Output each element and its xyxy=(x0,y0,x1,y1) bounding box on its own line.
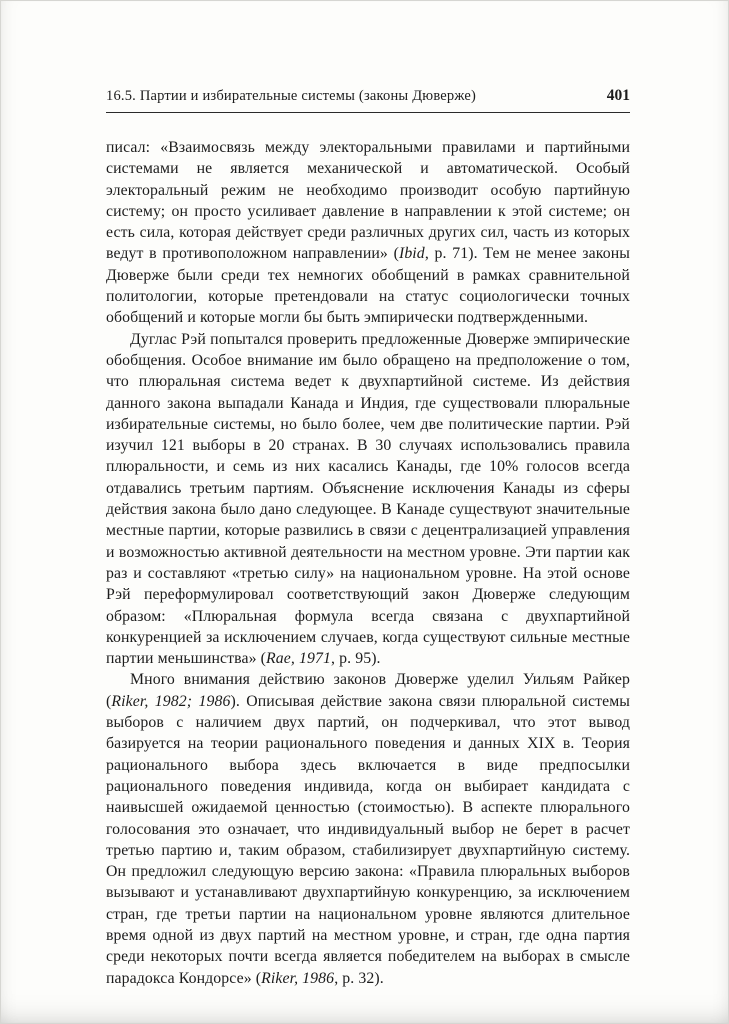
text-run: Riker, 1986 xyxy=(261,969,335,987)
paragraph xyxy=(106,669,630,988)
text-run: Rae, 1971 xyxy=(266,650,331,668)
section-title: 16.5. Партии и избирательные системы (законы Дюверже) xyxy=(106,88,477,104)
text-run: писал: «Взаимосвязь между электоральными правилами и партийными системами не является механической и автоматической. Особый электоральный режим не необходимо производит особую партийную систему; он просто усиливает давление в направлении к этой системе; он есть сила, которая действует среди различных других сил, часть из которых ведут в противоположном направлении» ( xyxy=(106,139,630,263)
page-body xyxy=(106,137,630,989)
running-header xyxy=(106,87,630,113)
text-run: , p. 32). xyxy=(334,969,384,987)
text-run: Дуглас Рэй попытался проверить предложенные Дюверже эмпирические обобщения. Особое внимание им было обращено на предположение о том, что плюральная система ведет к двухпартийной системе. Из действия данного закона выпадали Канада и Индия, где существовали плюральные избирательные системы, но было более, чем две политические партии. Рэй изучил 121 выборы в 20 странах. В 30 случаях использовались правила плюральности, и семь из них касались Канады, где 10% голосов всегда отдавались третьим партиям. Объяснение исключения Канады из сферы действия закона было дано следующее. В Канаде существуют значительные местные партии, которые развились в связи с децентрализацией управления и возможностью активной деятельности на местном уровне. Эти партии как раз и составляют «третью силу» на национальном уровне. На этой основе Рэй переформулировал соответствующий закон Дюверже следующим образом: «Плюральная формула всегда связана с двухпартийной конкуренцией за исключением случаев, когда существуют сильные местные партии меньшинства» ( xyxy=(106,330,630,668)
text-run: Ibid xyxy=(398,245,425,263)
paragraph xyxy=(106,329,630,670)
paragraph xyxy=(106,137,630,329)
text-run: Riker, 1982; 1986 xyxy=(111,692,231,710)
page-number: 401 xyxy=(606,87,630,104)
text-run: Много внимания действию законов Дюверже уделил Уильям Райкер ( xyxy=(106,671,630,710)
text-run: ). Описывая действие закона связи плюральной системы выборов с наличием двух партий, он подчеркивал, что этот вывод базируется на теории рационального поведения и данных XIX в. Теория рационального выбора здесь включается в виде предпосылки рационального поведения индивида, когда он выбирает кандидата с наивысшей ожидаемой ценностью (стоимостью). В аспекте плюрального голосования это означает, что индивидуальный выбор не берет в расчет третью партию и, таким образом, стабилизирует двухпартийную систему. Он предложил следующую версию закона: «Правила плюральных выборов вызывают и устанавливают двухпартийную конкуренцию, за исключением стран, где третьи партии на национальном уровне являются длительное время одной из двух партий на местном уровне, и стран, где одна партия среди некоторых почти всегда является победителем на выборах в смысле парадокса Кондорсе» ( xyxy=(106,692,630,987)
text-run: , p. 95). xyxy=(331,650,381,668)
text-run: , p. 71). Тем не менее законы Дюверже были среди тех немногих обобщений в рамках сравнительной политологии, которые претендовали на статус социологически точных обобщений и которые могли бы быть эмпирически подтвержденными. xyxy=(106,245,630,327)
page-content xyxy=(106,87,630,989)
